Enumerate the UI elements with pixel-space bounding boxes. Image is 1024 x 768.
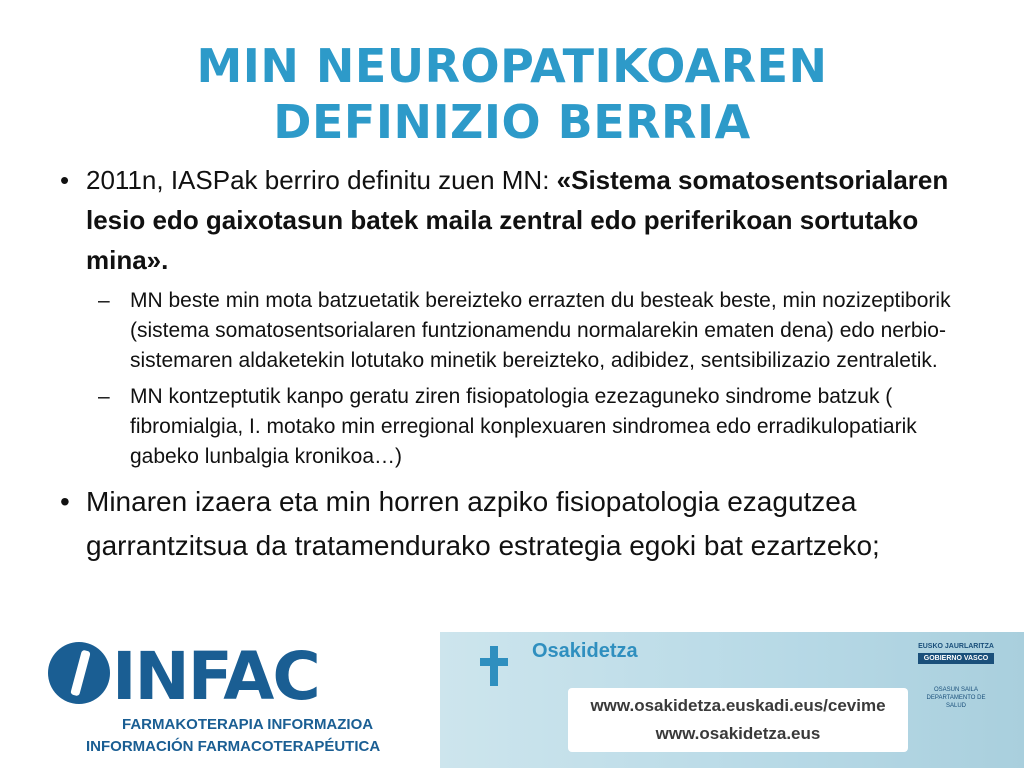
bullet-definition-quote: «Sistema somatosentsorialaren lesio edo gaixotasun batek maila zentral edo periferikoan sortutako mina». <box>86 165 949 275</box>
infac-logo <box>0 632 440 768</box>
dash-icon: – <box>98 289 110 312</box>
gov-dept-2: DEPARTAMENTO DE SALUD <box>926 695 986 709</box>
slide-title <box>0 38 1024 150</box>
bullet-dot-icon: • <box>60 486 70 517</box>
url-cevime-link[interactable]: www.osakidetza.euskadi.eus/cevime <box>590 696 886 715</box>
title-line-2: DEFINIZIO BERRIA <box>273 95 751 149</box>
osakidetza-name: Osakidetza <box>532 640 638 662</box>
gov-line-2: GOBIERNO VASCO <box>918 653 994 664</box>
title-line-1: MIN NEUROPATIKOAREN <box>196 39 828 93</box>
infac-subtitle-eu: FARMAKOTERAPIA INFORMAZIOA <box>122 716 374 733</box>
infac-i-icon <box>48 642 110 704</box>
subbullet-2 <box>60 382 990 472</box>
bullet-dot-icon: • <box>60 165 70 195</box>
dash-icon: – <box>98 385 110 408</box>
bullet-importance-text: Minaren izaera eta min horren azpiko fisiopatologia ezagutzea garrantzitsua da tratamendurako estrategia egoki bat ezartzeko; <box>86 486 880 561</box>
subbullet-1-text: MN beste min mota batzuetatik bereizteko errazten du besteak beste, min nozizeptiborik (sistema somatosentsorialaren funtzionamendu normalarekin ematen dena) edo nerbio-sistemaren aldaketekin lotutako minetik bereizteko, adibidez, sentsibilizazio zentraletik. <box>130 289 951 372</box>
subbullet-1 <box>60 286 990 376</box>
gov-line-1: EUSKO JAURLARITZA <box>918 643 994 650</box>
gov-dept-1: OSASUN SAILA <box>933 687 978 693</box>
osakidetza-panel <box>440 632 1024 768</box>
osakidetza-cross-icon <box>480 646 520 686</box>
slide-content <box>60 160 990 568</box>
infac-wordmark: INFAC <box>112 638 319 715</box>
infac-subtitle-es: INFORMACIÓN FARMACOTERAPÉUTICA <box>86 738 381 755</box>
gobierno-vasco-logo <box>918 642 994 664</box>
subbullet-2-text: MN kontzeptutik kanpo geratu ziren fisiopatologia ezezaguneko sindrome batzuk ( fibromialgia, I. motako min erregional konplexuaren sindromea edo erradikulopatiarik gabeko lunbalgia kronikoa…) <box>130 385 917 468</box>
bullet-definition <box>60 160 990 280</box>
url-osakidetza-link[interactable]: www.osakidetza.eus <box>655 724 821 743</box>
url-box <box>568 688 908 752</box>
gov-department <box>918 686 994 710</box>
footer-banner <box>0 632 1024 768</box>
bullet-definition-text: 2011n, IASPak berriro definitu zuen MN: <box>86 165 557 195</box>
bullet-importance <box>60 480 990 568</box>
